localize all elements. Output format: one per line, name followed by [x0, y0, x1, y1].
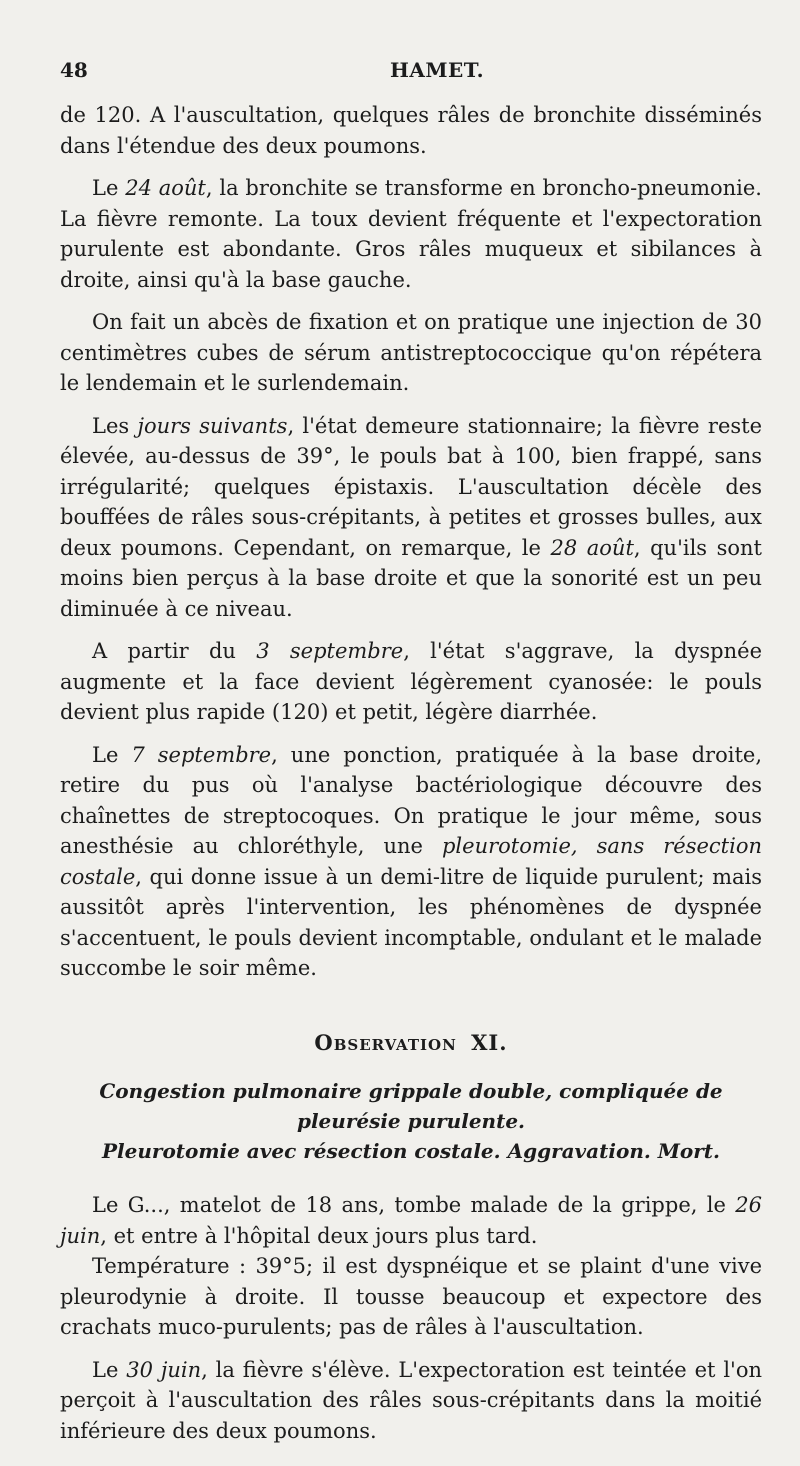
- observation-label: Observation: [314, 1029, 457, 1055]
- paragraph: [60, 173, 762, 295]
- observation-heading: [60, 1028, 762, 1059]
- emphasized-text: 28 août: [550, 535, 634, 560]
- text-run: Température : 39°5; il est dyspnéique et se plaint d'une vive pleurodynie à droite. Il tousse beaucoup et expectore des crachats muco-purulents; pas de râles à l'auscultation.: [60, 1254, 762, 1339]
- paragraph: [60, 307, 762, 399]
- text-run: , qui donne issue à un demi-litre de liquide purulent; mais aussitôt après l'intervention, les phénomènes de dyspnée s'accentuent, le pouls devient incomptable, ondulant et le malade succombe le soir même.: [60, 864, 762, 980]
- text-run: , et entre à l'hôpital deux jours plus tard.: [100, 1223, 538, 1248]
- paragraph: [60, 1251, 762, 1343]
- text-run: de 120. A l'auscultation, quelques râles de bronchite disséminés dans l'étendue des deux poumons.: [60, 103, 762, 158]
- paragraph: [60, 740, 762, 984]
- running-title: HAMET.: [390, 58, 485, 82]
- emphasized-text: 26 juin: [60, 1193, 762, 1248]
- text-run: On fait un abcès de fixation et on pratique une injection de 30 centimètres cubes de sérum antistreptococcique qu'on répétera le lendemain et le surlendemain.: [60, 310, 762, 395]
- emphasized-text: 3 septembre: [256, 639, 404, 663]
- text-run: A partir du: [92, 639, 257, 663]
- paragraphs-before: [60, 100, 762, 984]
- paragraph: [60, 411, 762, 625]
- text-run: Le: [92, 742, 132, 767]
- observation-number: XI.: [471, 1029, 508, 1055]
- paragraphs-after: [60, 1190, 762, 1446]
- emphasized-text: pleurotomie, sans résection costale: [60, 834, 763, 889]
- text-run: , l'état demeure stationnaire; la fièvre reste élevée, au-dessus de 39°, le pouls bat à 100, bien frappé, sans irrégularité; quelques épistaxis. L'auscultation décèle des bouffées de râles sous-crépitants, à petites et grosses bulles, aux deux poumons. Cependant, on remarque, le: [60, 413, 763, 560]
- text-run: , la bronchite se transforme en broncho-pneumonie. La fièvre remonte. La toux devient fréquente et l'expectoration purulente est abondante. Gros râles muqueux et sibilances à droite, ainsi qu'à la base gauche.: [60, 176, 762, 292]
- page-number: 48: [60, 58, 88, 82]
- emphasized-text: 24 août: [125, 176, 206, 200]
- paragraph: [60, 1190, 762, 1251]
- observation-subtitle-line-1: Congestion pulmonaire grippale double, compliquée de pleurésie purulente.: [99, 1079, 723, 1133]
- paragraph: [60, 1355, 762, 1447]
- text-run: , qu'ils sont moins bien perçus à la base droite et que la sonorité est un peu diminuée à ce niveau.: [60, 535, 762, 621]
- emphasized-text: 7 septembre: [131, 742, 272, 767]
- observation-subtitle: [60, 1076, 762, 1166]
- body-text: [60, 100, 762, 1458]
- running-head: [60, 58, 760, 88]
- text-run: Le G..., matelot de 18 ans, tombe malade de la grippe, le: [92, 1193, 736, 1217]
- text-run: , la fièvre s'élève. L'expectoration est teintée et l'on perçoit à l'auscultation des râles sous-crépitants dans la moitié inférieure des deux poumons.: [60, 1357, 762, 1443]
- paragraph: [60, 636, 762, 728]
- text-run: Le: [92, 1357, 127, 1382]
- text-run: Les: [92, 413, 138, 438]
- emphasized-text: jours suivants: [137, 413, 288, 438]
- text-run: Le: [92, 176, 126, 200]
- text-run: , une ponction, pratiquée à la base droite, retire du pus où l'analyse bactériologique découvre des chaînettes de streptocoques. On pratique le jour même, sous anesthésie au chloréthyle, une: [60, 742, 762, 858]
- paragraph: [60, 100, 762, 161]
- text-run: , l'état s'aggrave, la dyspnée augmente et la face devient légèrement cyanosée: le pouls devient plus rapide (120) et petit, légère diarrhée.: [60, 639, 763, 724]
- observation-subtitle-line-2: Pleurotomie avec résection costale. Aggravation. Mort.: [102, 1139, 720, 1163]
- emphasized-text: 30 juin: [126, 1357, 202, 1382]
